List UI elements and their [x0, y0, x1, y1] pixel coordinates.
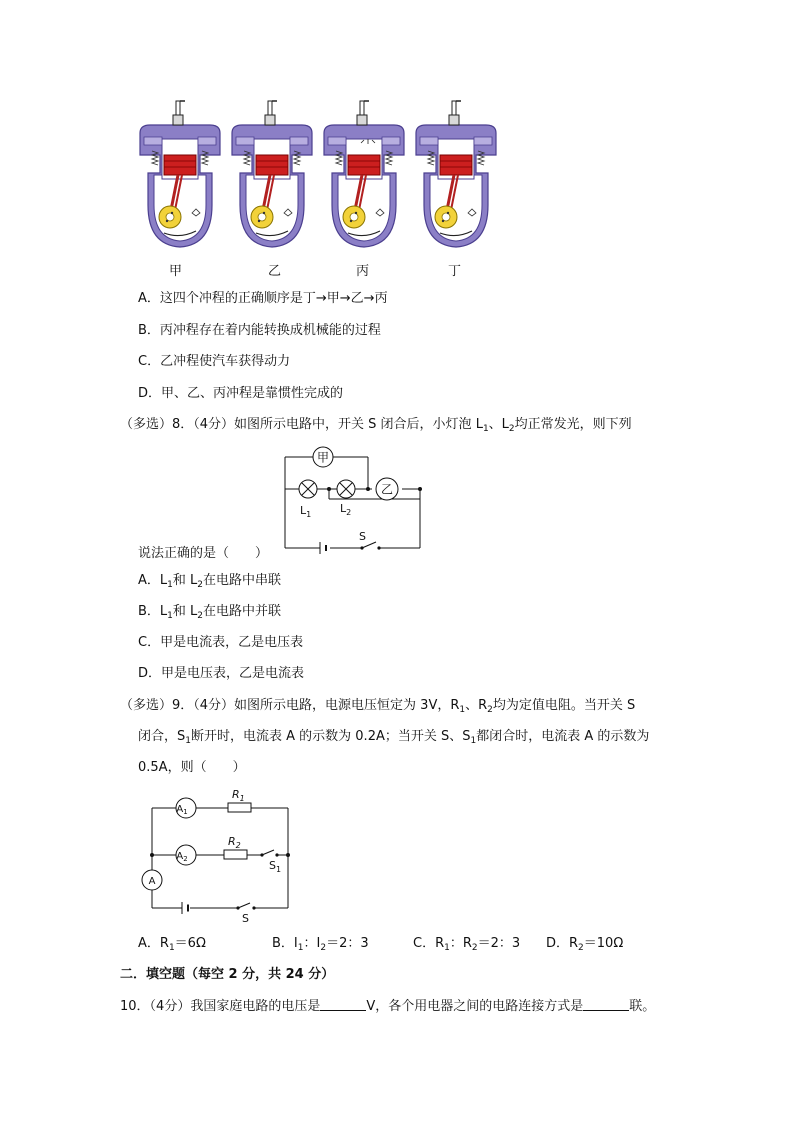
q8-stem: （多选）8．（4分）如图所示电路中，开关 S 闭合后，小灯泡 $L_1$、$L_2$均正常发光，则下列: [120, 417, 632, 434]
q9-option-d: D．$R_2=10\Omega$: [546, 936, 624, 953]
q7-option-d: D．甲、乙、丙冲程是靠惯性完成的: [138, 386, 344, 401]
svg-text:A: A: [148, 876, 156, 887]
q8-circuit-diagram: [276, 442, 426, 554]
svg-text:S1: $S_1$: [269, 859, 282, 874]
svg-text:A2: $A_2$: [176, 851, 188, 863]
q7-option-a: A．这四个冲程的正确顺序是丁→甲→乙→丙: [138, 291, 388, 306]
svg-text:L1: $L_1$: [300, 504, 312, 519]
svg-text:S: S: [242, 912, 249, 925]
engine-label-ding: 丁: [448, 264, 462, 279]
svg-text:A1: $A_1$: [176, 804, 188, 816]
q7-option-b: B．丙冲程存在着内能转换成机械能的过程: [138, 323, 381, 338]
q8-option-a: A．$L_1$和 $L_2$在电路中串联: [138, 573, 282, 590]
engine-strokes-figure: [130, 95, 500, 260]
engine-label-yi: 乙: [268, 264, 282, 279]
q10-stem: 10．（4分）我国家庭电路的电压是 V，各个用电器之间的电路连接方式是 联。: [120, 999, 656, 1014]
q9-stem-line2: 闭合，$S_1$断开时，电流表 A 的示数为 0.2A；当开关 S、$S_1$都闭合时，电流表 A 的示数为: [138, 729, 650, 746]
q9-option-a: A．$R_1=6\Omega$: [138, 936, 206, 953]
svg-text:L2: $L_2$: [340, 502, 352, 517]
q9-resistor-r2: [224, 850, 247, 859]
q10-blank-voltage[interactable]: [320, 998, 366, 1011]
svg-text:R1: $R_1$: [232, 788, 245, 803]
q8-option-b: B．$L_1$和 $L_2$在电路中并联: [138, 604, 282, 621]
q9-option-b: B．$I_1$：$I_2=2$：3: [272, 936, 369, 953]
q8-lamp-l1: [299, 480, 317, 498]
q8-meter-yi-label: 乙: [380, 482, 394, 497]
section-heading-fill-blank: 二．填空题（每空 2 分，共 24 分）: [120, 967, 335, 982]
q9-stem-line1: （多选）9．（4分）如图所示电路，电源电压恒定为 3V，$R_1$、$R_2$均为定值电阻。当开关 S: [120, 698, 636, 715]
svg-text:R2: $R_2$: [228, 835, 241, 850]
q8-option-c: C．甲是电流表，乙是电压表: [138, 635, 304, 650]
q8-meter-jia-label: 甲: [316, 450, 330, 465]
q9-stem-line3: 0.5A，则（ ）: [138, 760, 246, 775]
q7-option-c: C．乙冲程使汽车获得动力: [138, 354, 291, 369]
q9-resistor-r1: [228, 803, 251, 812]
q10-blank-connection[interactable]: [583, 998, 629, 1011]
engine-label-bing: 丙: [356, 264, 370, 279]
engine-label-jia: 甲: [169, 264, 183, 279]
q8-option-d: D．甲是电压表，乙是电流表: [138, 666, 305, 681]
q8-stem-cont: 说法正确的是（ ）: [138, 546, 269, 561]
q9-circuit-diagram: [138, 786, 298, 926]
q8-lamp-l2: [337, 480, 355, 498]
q9-option-c: C．$R_1$：$R_2=2$：3: [413, 936, 521, 953]
q8-switch-label: S: [359, 530, 366, 543]
